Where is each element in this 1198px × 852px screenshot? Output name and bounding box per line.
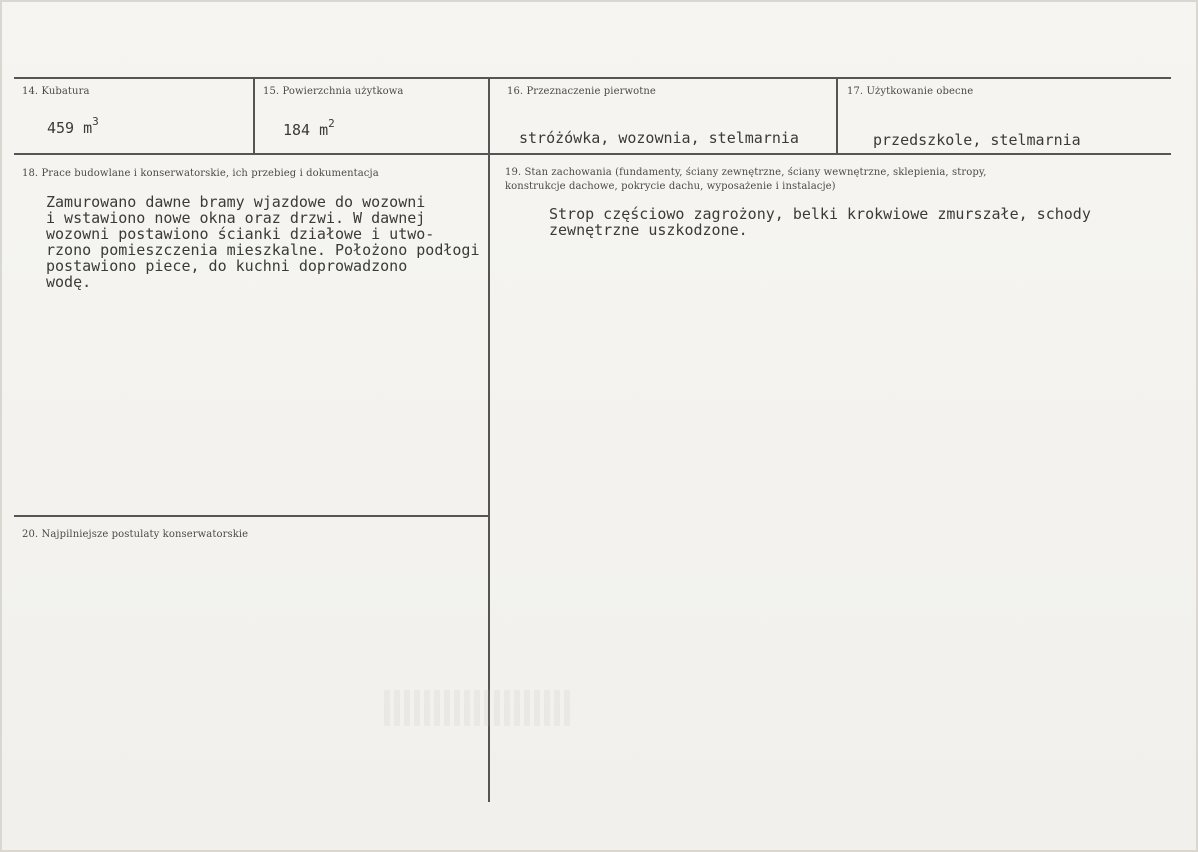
prace-line: wodę. [46, 273, 92, 291]
divider-3 [836, 78, 838, 154]
section-rule [14, 515, 488, 517]
prace-text [46, 194, 479, 290]
powierzchnia-number: 184 m [283, 121, 329, 139]
stan-line: zewnętrzne uszkodzone. [549, 221, 748, 239]
divider-1 [253, 78, 255, 154]
prace-line: i wstawiono nowe okna oraz drzwi. W dawnej [46, 209, 426, 227]
stan-text [549, 206, 1091, 238]
uzytkowanie-label: 17. Użytkowanie obecne [847, 86, 974, 97]
stan-label-line-1: 19. Stan zachowania (fundamenty, ściany zewnętrzne, ściany wewnętrzne, sklepienia, stropy, [505, 167, 987, 178]
kubatura-exponent: 3 [92, 115, 99, 128]
kubatura-number: 459 m [47, 119, 93, 137]
przeznaczenie-value: stróżówka, wozownia, stelmarnia [519, 129, 799, 147]
uzytkowanie-value: przedszkole, stelmarnia [873, 131, 1081, 149]
kubatura-value [47, 115, 99, 138]
stan-line: Strop częściowo zagrożony, belki krokwiowe zmurszałe, schody [549, 205, 1091, 223]
mid-rule [14, 153, 1171, 155]
postulaty-label: 20. Najpilniejsze postulaty konserwatorskie [22, 529, 249, 540]
prace-label: 18. Prace budowlane i konserwatorskie, ich przebieg i dokumentacja [22, 168, 379, 179]
powierzchnia-label: 15. Powierzchnia użytkowa [263, 86, 404, 97]
powierzchnia-value [283, 117, 335, 140]
prace-line: Zamurowano dawne bramy wjazdowe do wozowni [46, 193, 426, 211]
stan-label-line-2: konstrukcje dachowe, pokrycie dachu, wyposażenie i instalacje) [505, 181, 836, 192]
prace-line: postawiono piece, do kuchni doprowadzono [46, 257, 408, 275]
przeznaczenie-label: 16. Przeznaczenie pierwotne [507, 86, 656, 97]
prace-line: rzono pomieszczenia mieszkalne. Położono podłogi [46, 241, 480, 259]
kubatura-label: 14. Kubatura [22, 86, 90, 97]
powierzchnia-exponent: 2 [328, 117, 335, 130]
bleed-through-mark [380, 690, 570, 726]
prace-line: wozowni postawiono ścianki działowe i utwo- [46, 225, 435, 243]
top-rule [14, 77, 1171, 79]
